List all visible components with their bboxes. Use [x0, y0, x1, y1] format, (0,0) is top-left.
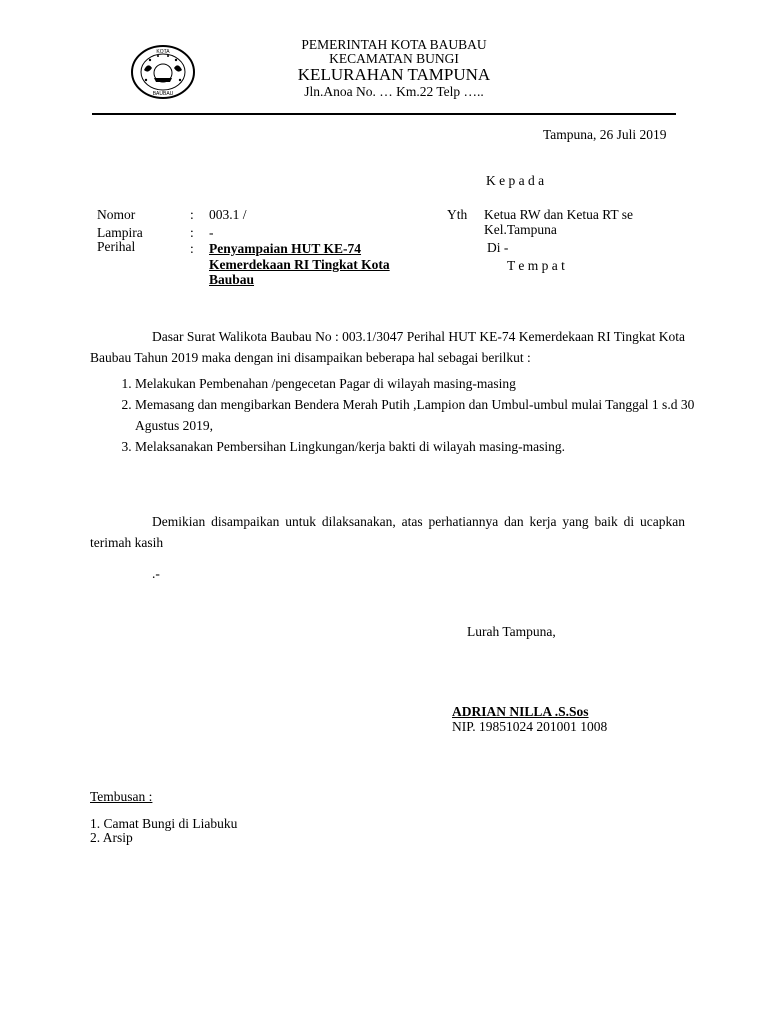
lampiran-colon: : — [190, 225, 194, 240]
list-item: 3. Melaksanakan Pembersihan Lingkungan/kerja bakti di wilayah masing-masing. — [135, 436, 730, 457]
perihal-label: Perihal — [97, 239, 136, 254]
lampiran-label: Lampira — [97, 225, 143, 240]
recipient-di: Di - — [487, 240, 509, 255]
dot-dash: .- — [152, 566, 160, 581]
recipient-line-1: Ketua RW dan Ketua RT se — [484, 207, 634, 222]
recipient-tempat: T e m p a t — [507, 258, 565, 273]
gov-name: PEMERINTAH KOTA BAUBAU — [301, 37, 487, 52]
nomor-colon: : — [190, 207, 194, 222]
body-intro: Dasar Surat Walikota Baubau No : 003.1/3047 Perihal HUT KE-74 Kemerdekaan RI Tingkat Kota Baubau Tahun 2019 maka dengan ini disampaikan beberapa hal sebagai berilkut : — [90, 329, 685, 365]
recipient-line-2: Kel.Tampuna — [484, 222, 557, 237]
perihal-colon: : — [190, 241, 194, 256]
svg-text:BAUBAU: BAUBAU — [152, 91, 174, 97]
perihal-line-2: Kemerdekaan RI Tingkat Kota — [209, 257, 390, 272]
yth-label: Yth — [447, 207, 468, 222]
signature-title: Lurah Tampuna, — [467, 624, 556, 639]
kepada-label: K e p a d a — [486, 173, 545, 188]
nomor-value: 003.1 / — [209, 207, 247, 222]
tembusan-heading: Tembusan : — [90, 789, 153, 804]
list-item: 1. Melakukan Pembenahan /pengecetan Pagar di wilayah masing-masing — [135, 373, 730, 394]
tembusan-item: 2. Arsip — [90, 830, 133, 845]
svg-text:KOTA: KOTA — [156, 49, 170, 55]
closing-paragraph: Demikian disampaikan untuk dilaksanakan, atas perhatiannya dan kerja yang baik di ucapkan terimah kasih — [90, 514, 685, 550]
list-item: 2. Memasang dan mengibarkan Bendera Merah Putih ,Lampion dan Umbul-umbul mulai Tanggal 1 s.d 30 Agustus 2019, — [135, 394, 730, 436]
letterhead-divider — [92, 113, 676, 115]
lampiran-value: - — [209, 225, 214, 240]
office-name: KELURAHAN TAMPUNA — [297, 65, 491, 84]
instruction-list — [90, 373, 730, 457]
district-name: KECAMATAN BUNGI — [329, 51, 459, 66]
tembusan-item: 1. Camat Bungi di Liabuku — [90, 816, 238, 831]
signatory-name: ADRIAN NILLA .S.Sos — [452, 704, 589, 719]
letter-date: Tampuna, 26 Juli 2019 — [543, 127, 667, 142]
signatory-nip: NIP. 19851024 201001 1008 — [452, 719, 608, 734]
nomor-label: Nomor — [97, 207, 136, 222]
perihal-line-1: Penyampaian HUT KE-74 — [209, 241, 362, 256]
perihal-line-3: Baubau — [209, 272, 255, 287]
office-address: Jln.Anoa No. … Km.22 Telp ….. — [304, 84, 484, 99]
